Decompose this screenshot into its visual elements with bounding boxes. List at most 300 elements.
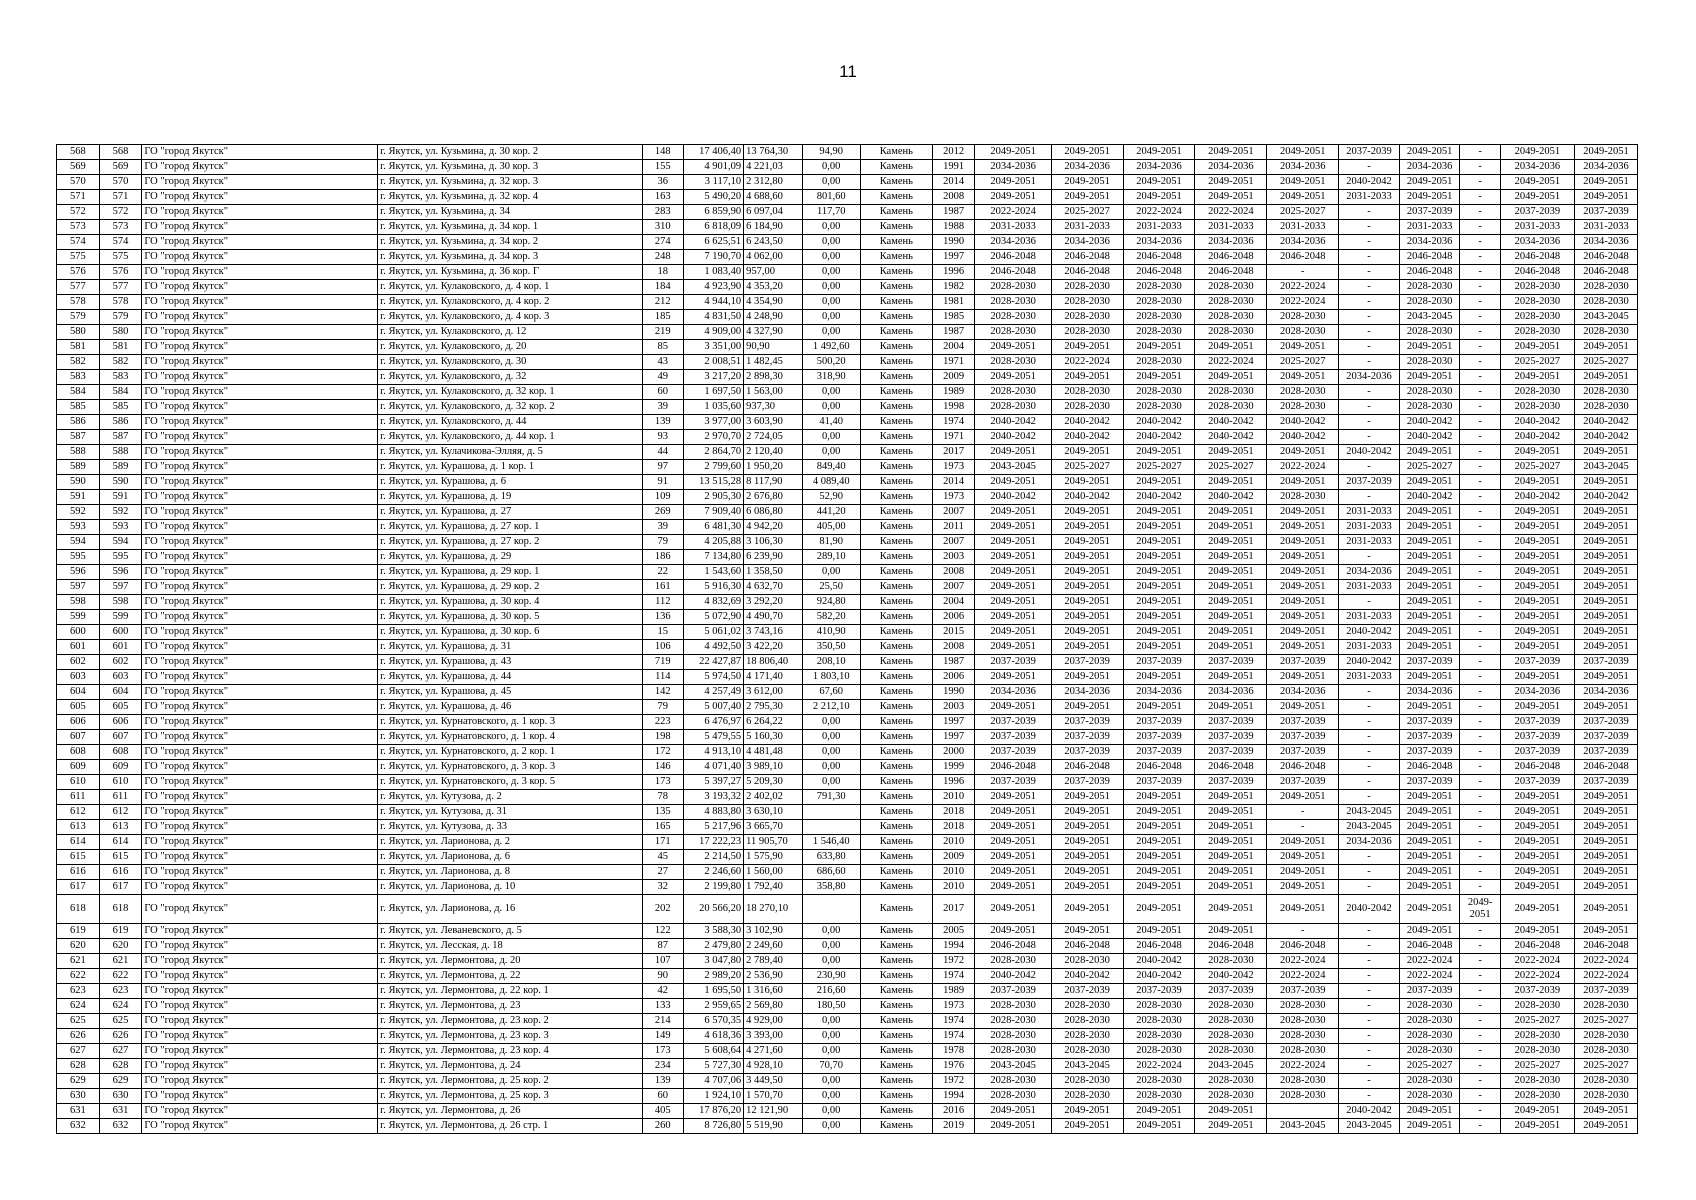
table-cell: 2049-2051 — [1399, 700, 1460, 715]
table-cell: 791,30 — [802, 790, 860, 805]
table-cell: 2049-2051 — [1500, 865, 1574, 880]
table-cell: г. Якутск, ул. Курашова, д. 27 — [378, 505, 643, 520]
table-cell: г. Якутск, ул. Лермонтова, д. 26 — [378, 1104, 643, 1119]
table-cell: 2037-2039 — [1123, 745, 1195, 760]
table-cell: 2025-2027 — [1500, 1059, 1574, 1074]
table-cell: 2049-2051 — [1195, 805, 1267, 820]
table-cell: - — [1339, 265, 1400, 280]
table-cell: ГО "город Якутск" — [142, 295, 378, 310]
table-cell: 2040-2042 — [1051, 430, 1123, 445]
table-cell: - — [1460, 835, 1500, 850]
table-cell: 2046-2048 — [975, 265, 1051, 280]
table-cell: - — [1339, 550, 1400, 565]
table-cell: 133 — [643, 999, 683, 1014]
table-cell: 2049-2051 — [1574, 880, 1637, 895]
table-cell: 2037-2039 — [1267, 715, 1339, 730]
table-cell: 2 989,20 — [683, 969, 744, 984]
table-cell: 2031-2033 — [1051, 220, 1123, 235]
table-cell: 2 789,40 — [744, 954, 802, 969]
table-cell: 171 — [643, 835, 683, 850]
table-cell: г. Якутск, ул. Лесская, д. 18 — [378, 939, 643, 954]
table-cell: 2028-2030 — [975, 295, 1051, 310]
table-cell: 2037-2039 — [1574, 730, 1637, 745]
table-cell: г. Якутск, ул. Курашова, д. 30 кор. 6 — [378, 625, 643, 640]
table-cell: ГО "город Якутск" — [142, 820, 378, 835]
table-cell: 2 199,80 — [683, 880, 744, 895]
table-row — [57, 625, 1638, 640]
table-row — [57, 790, 1638, 805]
table-cell: - — [1267, 805, 1339, 820]
table-cell: 2049-2051 — [1051, 535, 1123, 550]
table-cell: 39 — [643, 520, 683, 535]
table-cell: 2037-2039 — [1399, 745, 1460, 760]
table-cell: 5 061,02 — [683, 625, 744, 640]
table-cell: 2049-2051 — [975, 610, 1051, 625]
table-cell: 2049-2051 — [1123, 610, 1195, 625]
table-cell: 2028-2030 — [1267, 1089, 1339, 1104]
table-cell: 629 — [57, 1074, 100, 1089]
table-cell: 2028-2030 — [1574, 999, 1637, 1014]
table-cell: 2011 — [932, 520, 975, 535]
table-cell: 632 — [99, 1119, 142, 1134]
table-cell: 2037-2039 — [1399, 730, 1460, 745]
table-cell: 2049-2051 — [1123, 565, 1195, 580]
table-cell: 2040-2042 — [975, 490, 1051, 505]
table-cell: Камень — [860, 595, 932, 610]
table-cell: 2049-2051 — [975, 805, 1051, 820]
table-cell: 2022-2024 — [1195, 205, 1267, 220]
table-cell: 583 — [57, 370, 100, 385]
table-cell: 2049-2051 — [1267, 610, 1339, 625]
table-cell: 90,90 — [744, 340, 802, 355]
table-cell: 13 764,30 — [744, 145, 802, 160]
table-cell: 2049-2051 — [1399, 1104, 1460, 1119]
table-cell: 2049-2051 — [1195, 1119, 1267, 1134]
table-cell: Камень — [860, 730, 932, 745]
table-cell: 2003 — [932, 550, 975, 565]
table-cell: 2049-2051 — [1051, 475, 1123, 490]
table-cell: 2034-2036 — [1399, 160, 1460, 175]
table-cell: 2025-2027 — [1574, 355, 1637, 370]
table-cell: 2049-2051 — [975, 505, 1051, 520]
table-cell: 5 160,30 — [744, 730, 802, 745]
table-cell: 2049-2051 — [1267, 595, 1339, 610]
table-cell: ГО "город Якутск" — [142, 1104, 378, 1119]
table-cell: - — [1460, 430, 1500, 445]
table-row — [57, 235, 1638, 250]
table-cell: 572 — [57, 205, 100, 220]
table-cell: 4 913,10 — [683, 745, 744, 760]
table-cell: 0,00 — [802, 250, 860, 265]
table-row — [57, 760, 1638, 775]
table-cell: г. Якутск, ул. Курашова, д. 6 — [378, 475, 643, 490]
table-cell: 2046-2048 — [1123, 265, 1195, 280]
table-cell: 2031-2033 — [1339, 535, 1400, 550]
table-cell: - — [1339, 1059, 1400, 1074]
table-cell: 613 — [57, 820, 100, 835]
table-cell: ГО "город Якутск" — [142, 999, 378, 1014]
table-cell: Камень — [860, 145, 932, 160]
table-cell: 2049-2051 — [1051, 805, 1123, 820]
table-cell: - — [1339, 490, 1400, 505]
table-cell: 582,20 — [802, 610, 860, 625]
table-row — [57, 820, 1638, 835]
table-cell: 2022-2024 — [1267, 969, 1339, 984]
table-cell: 2008 — [932, 640, 975, 655]
table-cell: 0,00 — [802, 445, 860, 460]
table-cell: 586 — [99, 415, 142, 430]
table-cell: 0,00 — [802, 235, 860, 250]
table-cell: 42 — [643, 984, 683, 999]
table-cell: 2049-2051 — [1051, 790, 1123, 805]
table-cell: 2037-2039 — [1123, 715, 1195, 730]
table-cell: 2034-2036 — [975, 685, 1051, 700]
table-cell: 2049-2051 — [1399, 190, 1460, 205]
table-cell: 1988 — [932, 220, 975, 235]
table-cell: 2049-2051 — [1267, 190, 1339, 205]
table-cell: 2037-2039 — [1051, 730, 1123, 745]
table-row — [57, 1074, 1638, 1089]
table-row — [57, 595, 1638, 610]
table-cell: 2040-2042 — [1399, 415, 1460, 430]
table-cell: 2031-2033 — [1339, 640, 1400, 655]
table-cell: 1997 — [932, 715, 975, 730]
table-cell: Камень — [860, 220, 932, 235]
table-cell: 2004 — [932, 340, 975, 355]
table-cell: 2049-2051 — [975, 565, 1051, 580]
table-cell: 2049-2051 — [1051, 595, 1123, 610]
table-cell: 574 — [57, 235, 100, 250]
table-cell: г. Якутск, ул. Кузьмина, д. 32 кор. 4 — [378, 190, 643, 205]
table-cell: ГО "город Якутск" — [142, 505, 378, 520]
table-cell: 2049-2051 — [975, 670, 1051, 685]
table-cell: 2022-2024 — [1574, 969, 1637, 984]
table-cell: 5 727,30 — [683, 1059, 744, 1074]
table-cell: 2018 — [932, 820, 975, 835]
table-cell: 2049-2051 — [1399, 790, 1460, 805]
table-cell: 2028-2030 — [1399, 400, 1460, 415]
table-cell: 2049-2051 — [975, 865, 1051, 880]
table-cell: Камень — [860, 1119, 932, 1134]
table-cell: - — [1339, 775, 1400, 790]
table-cell: ГО "город Якутск" — [142, 1044, 378, 1059]
table-cell: 2049-2051 — [1399, 835, 1460, 850]
table-cell: 2010 — [932, 880, 975, 895]
table-cell: - — [1460, 685, 1500, 700]
table-cell: 2040-2042 — [1123, 969, 1195, 984]
table-cell: 8 726,80 — [683, 1119, 744, 1134]
table-cell: 405 — [643, 1104, 683, 1119]
table-cell: - — [1339, 280, 1400, 295]
table-cell: г. Якутск, ул. Курашова, д. 29 кор. 1 — [378, 565, 643, 580]
table-cell: 585 — [99, 400, 142, 415]
table-cell: 4 831,50 — [683, 310, 744, 325]
table-cell: г. Якутск, ул. Кузьмина, д. 34 кор. 1 — [378, 220, 643, 235]
table-row — [57, 280, 1638, 295]
table-cell: 2049-2051 — [1123, 640, 1195, 655]
table-cell: 2049-2051 — [975, 595, 1051, 610]
table-row — [57, 370, 1638, 385]
table-cell: 2049-2051 — [1574, 190, 1637, 205]
table-row — [57, 445, 1638, 460]
table-cell: ГО "город Якутск" — [142, 805, 378, 820]
table-cell: 2049-2051 — [1051, 820, 1123, 835]
table-cell: ГО "город Якутск" — [142, 340, 378, 355]
table-cell: г. Якутск, ул. Кулаковского, д. 30 — [378, 355, 643, 370]
table-cell: 17 406,40 — [683, 145, 744, 160]
table-cell: 631 — [99, 1104, 142, 1119]
table-cell: 580 — [99, 325, 142, 340]
table-cell: - — [1460, 445, 1500, 460]
table-cell: - — [1339, 939, 1400, 954]
table-cell: 2028-2030 — [1500, 999, 1574, 1014]
table-cell: 2040-2042 — [1574, 415, 1637, 430]
table-cell: 2028-2030 — [1399, 325, 1460, 340]
table-cell: 6 859,90 — [683, 205, 744, 220]
table-cell: 2028-2030 — [1574, 1044, 1637, 1059]
table-cell: - — [1460, 175, 1500, 190]
table-cell: 2049-2051 — [1574, 550, 1637, 565]
table-cell: 2049-2051 — [1123, 145, 1195, 160]
table-cell: 2028-2030 — [975, 355, 1051, 370]
table-cell: 2043-2045 — [1051, 1059, 1123, 1074]
table-cell: 2049-2051 — [1574, 610, 1637, 625]
table-row — [57, 205, 1638, 220]
table-cell: 2049-2051 — [1399, 610, 1460, 625]
table-cell: ГО "город Якутск" — [142, 160, 378, 175]
table-cell: 2028-2030 — [1574, 280, 1637, 295]
table-cell: 2049-2051 — [1500, 895, 1574, 924]
table-cell: - — [1460, 340, 1500, 355]
table-cell: Камень — [860, 924, 932, 939]
table-cell: Камень — [860, 775, 932, 790]
table-cell: 625 — [99, 1014, 142, 1029]
table-cell: г. Якутск, ул. Лермонтова, д. 23 кор. 4 — [378, 1044, 643, 1059]
table-cell: Камень — [860, 954, 932, 969]
table-cell: - — [1460, 969, 1500, 984]
table-cell: 2040-2042 — [1500, 430, 1574, 445]
table-cell: 2049-2051 — [1399, 625, 1460, 640]
table-cell: 2049-2051 — [1123, 550, 1195, 565]
table-cell: 18 270,10 — [744, 895, 802, 924]
table-cell: 576 — [57, 265, 100, 280]
table-cell: 5 072,90 — [683, 610, 744, 625]
table-cell: 4 909,00 — [683, 325, 744, 340]
table-cell: - — [1339, 1014, 1400, 1029]
table-cell: 2028-2030 — [975, 1014, 1051, 1029]
table-cell: 2049-2051 — [1051, 924, 1123, 939]
table-cell: ГО "город Якутск" — [142, 535, 378, 550]
table-cell: 2004 — [932, 595, 975, 610]
table-cell: 2037-2039 — [1500, 730, 1574, 745]
table-cell: ГО "город Якутск" — [142, 145, 378, 160]
table-cell: 2 970,70 — [683, 430, 744, 445]
table-cell: 2025-2027 — [1500, 460, 1574, 475]
table-cell: 2022-2024 — [1123, 1059, 1195, 1074]
table-cell: 2049-2051 — [1574, 670, 1637, 685]
table-cell: ГО "город Якутск" — [142, 220, 378, 235]
table-cell: 2049-2051 — [1574, 790, 1637, 805]
table-cell: г. Якутск, ул. Курнатовского, д. 1 кор. 3 — [378, 715, 643, 730]
table-cell: 2037-2039 — [1399, 775, 1460, 790]
table-cell: 571 — [57, 190, 100, 205]
table-cell: 2028-2030 — [1123, 1044, 1195, 1059]
table-cell: 2049-2051 — [1195, 835, 1267, 850]
table-cell: 2049-2051 — [1267, 670, 1339, 685]
table-cell: 1973 — [932, 490, 975, 505]
table-cell: г. Якутск, ул. Кутузова, д. 31 — [378, 805, 643, 820]
table-cell: - — [1460, 984, 1500, 999]
table-cell: Камень — [860, 1059, 932, 1074]
table-cell: 2040-2042 — [1339, 1104, 1400, 1119]
table-cell — [802, 895, 860, 924]
table-cell: 2037-2039 — [1051, 984, 1123, 999]
table-cell: 2037-2039 — [1267, 730, 1339, 745]
table-cell: 588 — [99, 445, 142, 460]
table-cell: 2 676,80 — [744, 490, 802, 505]
table-cell: 2043-2045 — [1399, 310, 1460, 325]
table-cell: - — [1460, 310, 1500, 325]
table-cell: 186 — [643, 550, 683, 565]
table-cell: 2049-2051 — [975, 820, 1051, 835]
table-cell: 2049-2051 — [1399, 850, 1460, 865]
table-cell: 2025-2027 — [1500, 1014, 1574, 1029]
table-cell: 623 — [57, 984, 100, 999]
table-row — [57, 580, 1638, 595]
table-cell: 2037-2039 — [1500, 745, 1574, 760]
table-cell: 2028-2030 — [1399, 1044, 1460, 1059]
table-cell: Камень — [860, 670, 932, 685]
table-cell: 623 — [99, 984, 142, 999]
table-cell: 2049-2051 — [1123, 850, 1195, 865]
table-cell: 1 482,45 — [744, 355, 802, 370]
table-cell: 2049-2051 — [1051, 370, 1123, 385]
table-cell: 60 — [643, 385, 683, 400]
table-row — [57, 160, 1638, 175]
table-cell: 41,40 — [802, 415, 860, 430]
table-cell: 2018 — [932, 805, 975, 820]
table-cell: 617 — [99, 880, 142, 895]
table-cell: 2034-2036 — [1574, 235, 1637, 250]
table-cell: 1973 — [932, 460, 975, 475]
table-cell: 2049-2051 — [1195, 640, 1267, 655]
table-cell: 4 062,00 — [744, 250, 802, 265]
table-cell: 2040-2042 — [1500, 490, 1574, 505]
table-cell: г. Якутск, ул. Курашова, д. 30 кор. 5 — [378, 610, 643, 625]
table-cell: 2049-2051 — [1574, 175, 1637, 190]
table-cell: 283 — [643, 205, 683, 220]
table-cell: 2049-2051 — [1267, 640, 1339, 655]
table-cell: 2028-2030 — [1195, 295, 1267, 310]
table-cell: 2049-2051 — [975, 145, 1051, 160]
table-cell: 4 618,36 — [683, 1029, 744, 1044]
table-cell: 2046-2048 — [1574, 939, 1637, 954]
table-cell: 39 — [643, 400, 683, 415]
table-cell: 49 — [643, 370, 683, 385]
table-cell: 2031-2033 — [1267, 220, 1339, 235]
table-cell: 2049-2051 — [1195, 610, 1267, 625]
table-cell: 1971 — [932, 430, 975, 445]
table-cell: 2012 — [932, 145, 975, 160]
table-cell: 2046-2048 — [1399, 939, 1460, 954]
table-row — [57, 415, 1638, 430]
table-cell: 4 832,69 — [683, 595, 744, 610]
table-cell: 2040-2042 — [1339, 445, 1400, 460]
table-cell: ГО "город Якутск" — [142, 205, 378, 220]
table-cell: 2049-2051 — [975, 895, 1051, 924]
table-cell: ГО "город Якутск" — [142, 700, 378, 715]
table-cell: 6 184,90 — [744, 220, 802, 235]
table-cell: 600 — [57, 625, 100, 640]
table-cell: 136 — [643, 610, 683, 625]
table-cell: 603 — [99, 670, 142, 685]
table-cell: 2049-2051 — [1195, 340, 1267, 355]
table-cell: 109 — [643, 490, 683, 505]
table-cell: 1987 — [932, 325, 975, 340]
table-cell: 2049-2051 — [1195, 895, 1267, 924]
table-cell: 2049-2051 — [1574, 580, 1637, 595]
table-cell: 2034-2036 — [1267, 160, 1339, 175]
table-cell: Камень — [860, 1044, 932, 1059]
table-cell: 581 — [99, 340, 142, 355]
table-cell: Камень — [860, 295, 932, 310]
table-cell: 603 — [57, 670, 100, 685]
table-cell: 139 — [643, 415, 683, 430]
table-cell — [802, 805, 860, 820]
table-cell: - — [1339, 924, 1400, 939]
table-cell: 607 — [57, 730, 100, 745]
table-cell: - — [1339, 430, 1400, 445]
table-cell: Камень — [860, 745, 932, 760]
table-cell: 2037-2039 — [1574, 775, 1637, 790]
table-cell: 595 — [57, 550, 100, 565]
table-cell: 2049-2051 — [1051, 1104, 1123, 1119]
table-cell: 2049-2051 — [1195, 700, 1267, 715]
table-cell: 2049-2051 — [1399, 535, 1460, 550]
table-cell: 610 — [99, 775, 142, 790]
table-cell: ГО "город Якутск" — [142, 370, 378, 385]
table-cell: 2010 — [932, 790, 975, 805]
table-cell: 2049-2051 — [1195, 175, 1267, 190]
table-cell: 1 543,60 — [683, 565, 744, 580]
table-body — [57, 145, 1638, 1134]
table-cell: 2028-2030 — [1399, 355, 1460, 370]
table-cell: 2028-2030 — [1500, 1089, 1574, 1104]
table-cell: 2049-2051 — [1051, 340, 1123, 355]
table-cell: 2028-2030 — [1267, 1014, 1339, 1029]
table-cell: Камень — [860, 999, 932, 1014]
table-cell: 1994 — [932, 939, 975, 954]
table-cell: 2040-2042 — [975, 415, 1051, 430]
table-cell: 1997 — [932, 250, 975, 265]
table-cell: ГО "город Якутск" — [142, 430, 378, 445]
table-cell: ГО "город Якутск" — [142, 610, 378, 625]
table-cell: Камень — [860, 550, 932, 565]
table-cell: 2049-2051 — [1195, 535, 1267, 550]
table-cell: 2037-2039 — [1195, 730, 1267, 745]
table-cell: 0,00 — [802, 715, 860, 730]
table-cell: 584 — [57, 385, 100, 400]
table-cell: 601 — [99, 640, 142, 655]
table-cell: 577 — [99, 280, 142, 295]
table-cell: - — [1460, 295, 1500, 310]
table-cell: 0,00 — [802, 760, 860, 775]
table-cell: 122 — [643, 924, 683, 939]
table-cell: ГО "город Якутск" — [142, 250, 378, 265]
table-cell: ГО "город Якутск" — [142, 235, 378, 250]
table-cell: 2022-2024 — [1574, 954, 1637, 969]
table-cell: 5 217,96 — [683, 820, 744, 835]
